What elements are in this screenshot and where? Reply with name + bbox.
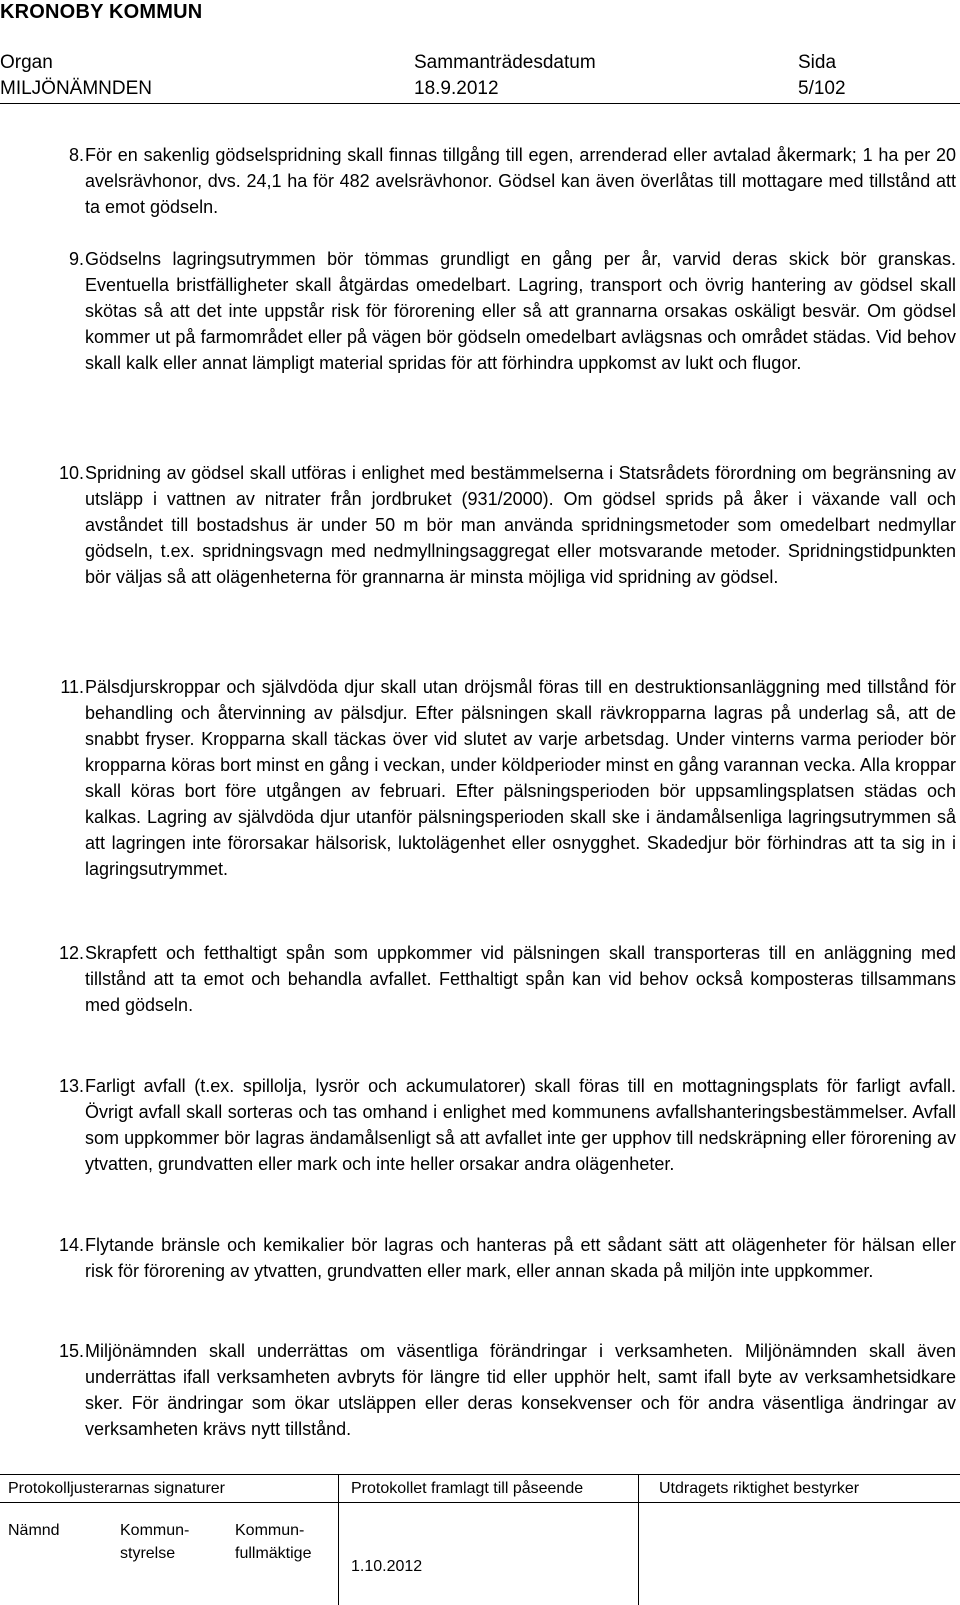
list-item	[38, 460, 956, 590]
signature-column-styrelse-line1: Kommun-	[120, 1522, 190, 1539]
meeting-date-field	[414, 50, 596, 102]
posted-date: 1.10.2012	[351, 1558, 423, 1575]
list-item	[38, 246, 956, 376]
signature-column-styrelse-line2: styrelse	[120, 1545, 176, 1562]
footer-column-divider	[338, 1474, 339, 1605]
header-divider	[0, 103, 960, 104]
list-item	[38, 940, 956, 1018]
list-item	[38, 142, 956, 220]
item-number: 10.	[58, 463, 84, 483]
list-item	[38, 1338, 956, 1442]
organ-field	[0, 50, 152, 102]
item-text: Farligt avfall (t.ex. spillolja, lysrör och ackumulatorer) skall föras till en mottagningsplats för farligt avfall. Övrigt avfall skall sorteras och tas omhand i enlighet med kommunens avfallshanteringsbestämmelser. Avfall som uppkommer bör lagras ändamålsenligt så att avfallet inte ger upphov till nedskräpning eller förorening av ytvatten, grundvatten eller mark och inte heller orsakar andra olägenheter.	[85, 1076, 956, 1174]
item-text: Spridning av gödsel skall utföras i enlighet med bestämmelserna i Statsrådets förordning om begränsning av utsläpp i vattnen av nitrater från jordbruket (931/2000). Om gödsel sprids på åker i växande vall och avståndet till bostadshus är under 50 m bör man använda spridningsmetoder som omedelbart nedmyllar gödseln, t.ex. spridningsvagn med nedmyllningsaggregat eller motsvarande metoder. Spridningstidpunkten bör väljas så att olägenheterna för grannarna är minsta möjliga vid spridning av gödsel.	[85, 463, 956, 587]
page-number-field	[798, 50, 846, 102]
item-text: Skrapfett och fetthaltigt spån som uppkommer vid pälsningen skall transporteras till en anläggning med tillstånd att ta emot och behandla avfallet. Fetthaltigt spån kan vid behov också komposteras tillsammans med gödseln.	[85, 943, 956, 1015]
item-number: 14.	[58, 1235, 84, 1255]
item-number: 8.	[68, 145, 84, 165]
item-number: 12.	[58, 943, 84, 963]
list-item	[38, 674, 956, 882]
signature-column-fullmaktige-line1: Kommun-	[235, 1522, 305, 1539]
item-number: 13.	[58, 1076, 84, 1096]
footer-column-divider	[638, 1474, 639, 1605]
posted-label: Protokollet framlagt till påseende	[351, 1480, 584, 1497]
organ-label: Organ	[0, 52, 53, 73]
item-text: Miljönämnden skall underrättas om väsentliga förändringar i verksamheten. Miljönämnden skall även underrättas ifall verksamheten avbryts för längre tid eller upphör helt, samt ifall byte av verksamhetsidkare sker. För ändringar som ökar utsläppen eller deras konsekvenser och för andra väsentliga ändringar av verksamheten krävs nytt tillstånd.	[85, 1341, 956, 1439]
item-text: Gödselns lagringsutrymmen bör tömmas grundligt en gång per år, varvid deras skick bör granskas. Eventuella bristfälligheter skall åtgärdas omedelbart. Lagring, transport och övrig hantering av gödsel skall skötas så att det inte uppstår risk för förorening eller så att grannarna orsakas oskäligt besvär. Om gödsel kommer ut på farmområdet eller på vägen bör gödseln omedelbart avlägsnas och området städas. Vid behov skall kalk eller annat lämpligt material spridas för att förhindra uppkomst av lukt och flugor.	[85, 249, 956, 373]
item-text: Flytande bränsle och kemikalier bör lagras och hanteras på ett sådant sätt att olägenheter för hälsan eller risk för förorening av ytvatten, grundvatten eller mark, eller annan skada på miljön inte uppkommer.	[85, 1235, 956, 1281]
signature-column-fullmaktige-line2: fullmäktige	[235, 1545, 312, 1562]
footer-middle-rule	[0, 1502, 960, 1503]
item-number: 11.	[60, 677, 84, 697]
signature-column-namnd: Nämnd	[8, 1522, 60, 1539]
municipality-name: KRONOBY KOMMUN	[0, 1, 203, 23]
footer-top-rule	[0, 1474, 960, 1475]
certified-label: Utdragets riktighet bestyrker	[659, 1480, 860, 1497]
page-number-value: 5/102	[798, 78, 846, 99]
meeting-date-value: 18.9.2012	[414, 78, 499, 99]
item-number: 9.	[68, 249, 84, 269]
page-number-label: Sida	[798, 52, 837, 73]
item-text: Pälsdjurskroppar och självdöda djur skall utan dröjsmål föras till en destruktionsanläggning med tillstånd för behandling och återvinning av pälsdjur. Efter pälsningen skall rävkropparna lagras på underlag så, att de snabbt fryser. Kropparna skall täckas över vid slutet av varje arbetsdag. Under vinterns varma perioder bör kropparna köras bort minst en gång i veckan, under köldperioder minst en gång varannan vecka. Alla kroppar skall köras bort före utgången av februari. Efter pälsningsperioden bör uppsamlingsplatsen städas och kalkas. Lagring av självdöda djur utanför pälsningsperioden skall ske i ändamålsenliga lagringsutrymmen så att lagringen inte förorsakar hälsorisk, luktolägenhet eller osnygghet. Skadedjur bör förhindras att ta sig in i lagringsutrymmet.	[85, 677, 956, 879]
list-item	[38, 1232, 956, 1284]
signatures-label: Protokolljusterarnas signaturer	[8, 1480, 225, 1497]
organ-value: MILJÖNÄMNDEN	[0, 78, 153, 99]
list-item	[38, 1073, 956, 1177]
meeting-date-label: Sammanträdesdatum	[414, 52, 596, 73]
item-number: 15.	[58, 1341, 84, 1361]
item-text: För en sakenlig gödselspridning skall finnas tillgång till egen, arrenderad eller avtalad åkermark; 1 ha per 20 avelsrävhonor, dvs. 24,1 ha för 482 avelsrävhonor. Gödsel kan även överlåtas till mottagare med tillstånd att ta emot gödseln.	[85, 145, 956, 217]
